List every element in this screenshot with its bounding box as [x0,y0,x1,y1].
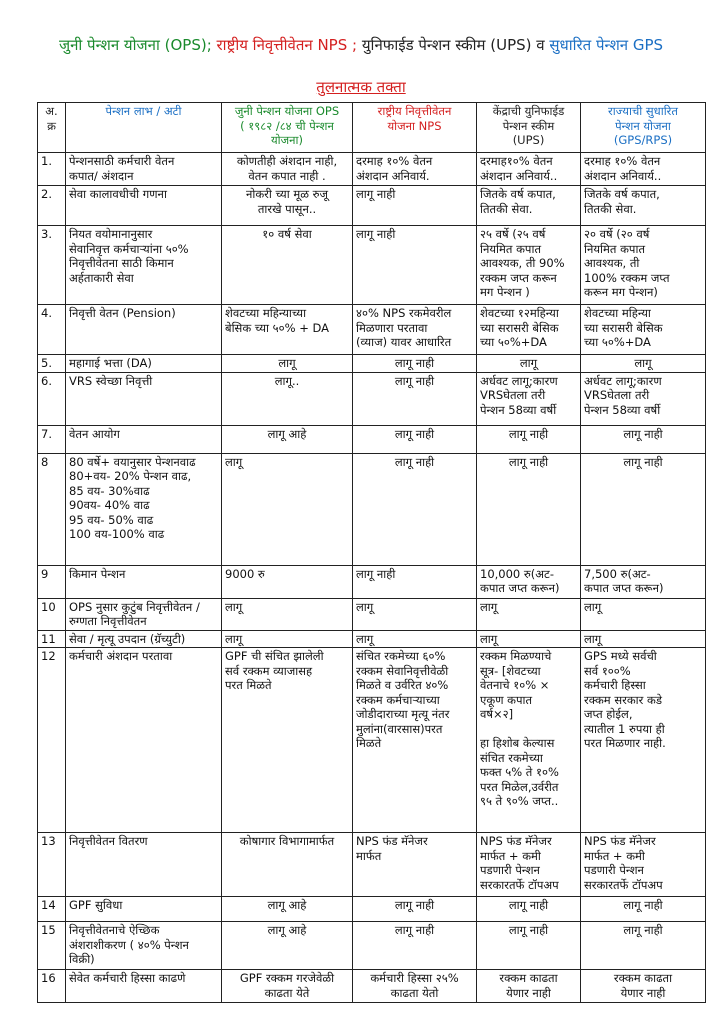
cell-nps: लागू नाही [353,355,477,373]
cell-nps: लागू [353,630,477,648]
cell-gps: लागू [581,598,706,630]
cell-ups: दरमाह१०% वेतन अंशदान अनिवार्य.. [477,153,581,186]
cell-ups: NPS फंड मॅनेजर मार्फत + कमी पडणारी पेन्शन सरकारतर्फे टॉपअप [477,833,581,897]
cell-gps: रक्कम काढता येणार नाही [581,970,706,1003]
cell-nps: लागू नाही [353,565,477,598]
cell-benefit: VRS स्वेच्छा निवृत्ती [66,372,222,425]
cell-benefit: सेवेत कर्मचारी हिस्सा काढणे [66,970,222,1003]
cell-nps: लागू नाही [353,226,477,305]
header-ops: जुनी पेन्शन योजना OPS ( १९८२ /८४ ची पेन्शन योजना) [222,103,353,153]
cell-no: 15 [38,922,66,970]
header-nps: राष्ट्रीय निवृत्तीवेतन योजना NPS [353,103,477,153]
cell-benefit: कर्मचारी अंशदान परतावा [66,648,222,833]
cell-benefit: 80 वर्षे+ वयानुसार पेन्शनवाढ 80+वय- 20% पेन्शन वाढ, 85 वय- 30%वाढ 90वय- 40% वाढ 95 वय- 50% वाढ 100 वय-100% वाढ [66,453,222,565]
table-row [38,305,706,355]
cell-benefit: किमान पेन्शन [66,565,222,598]
title-ops: जुनी पेन्शन योजना (OPS); [58,36,212,54]
cell-ups: 10,000 रु(अट- कपात जप्त करून) [477,565,581,598]
table-row [38,648,706,833]
cell-nps: लागू नाही [353,922,477,970]
cell-no: 10 [38,598,66,630]
cell-no: 7. [38,425,66,453]
cell-ops: नोकरी च्या मूळ रुजू तारखे पासून.. [222,186,353,226]
cell-ops: GPF ची संचित झालेली सर्व रक्कम व्याजासह परत मिळते [222,648,353,833]
cell-ups: लागू नाही [477,897,581,922]
table-row [38,598,706,630]
cell-ups: लागू [477,355,581,373]
cell-ops: लागू [222,453,353,565]
cell-benefit: पेन्शनसाठी कर्मचारी वेतन कपात/ अंशदान [66,153,222,186]
cell-gps: लागू नाही [581,425,706,453]
document-title [0,34,722,56]
cell-no: 16 [38,970,66,1003]
table-row [38,153,706,186]
header-gps: राज्याची सुधारित पेन्शन योजना (GPS/RPS) [581,103,706,153]
cell-ups: लागू नाही [477,425,581,453]
title-ups: युनिफाईड पेन्शन स्कीम (UPS) व [361,36,545,54]
cell-nps: दरमाह १०% वेतन अंशदान अनिवार्य. [353,153,477,186]
cell-no: 12 [38,648,66,833]
table-body [38,153,706,1003]
table-row [38,922,706,970]
cell-no: 2. [38,186,66,226]
header-ups: केंद्राची युनिफाईड पेन्शन स्कीम (UPS) [477,103,581,153]
cell-ops: GPF रक्कम गरजेवेळी काढता येते [222,970,353,1003]
table-row [38,453,706,565]
table-row [38,425,706,453]
table-row [38,565,706,598]
cell-no: 13 [38,833,66,897]
cell-nps: लागू नाही [353,425,477,453]
cell-gps: लागू नाही [581,453,706,565]
cell-ops: लागू आहे [222,425,353,453]
cell-benefit: OPS नुसार कुटुंब निवृत्तीवेतन / रुग्णता निवृत्तीवेतन [66,598,222,630]
cell-ups: शेवटच्या १२महिन्या च्या सरासरी बेसिक च्या ५०%+DA [477,305,581,355]
cell-no: 4. [38,305,66,355]
table-row [38,897,706,922]
cell-no: 11 [38,630,66,648]
cell-ops: लागू [222,630,353,648]
cell-gps: दरमाह १०% वेतन अंशदान अनिवार्य.. [581,153,706,186]
cell-no: 6. [38,372,66,425]
cell-benefit: वेतन आयोग [66,425,222,453]
cell-gps: लागू [581,355,706,373]
cell-nps: लागू नाही [353,897,477,922]
cell-ups: लागू [477,630,581,648]
cell-ups: २५ वर्षे (२५ वर्ष नियमित कपात आवश्यक, ती 90% रक्कम जप्त करून मग पेन्शन ) [477,226,581,305]
cell-benefit: सेवा / मृत्यू उपदान (ग्रॅच्युटी) [66,630,222,648]
cell-ops: लागू.. [222,372,353,425]
cell-ops: लागू [222,355,353,373]
title-nps: राष्ट्रीय निवृत्तीवेतन NPS ; [216,36,358,54]
cell-nps: लागू नाही [353,186,477,226]
cell-ups: रक्कम मिळण्याचे सूत्र- [शेवटच्या वेतनाचे १०% × एकूण कपात वर्ष×२] हा हिशोब केल्यास संचित रकमेच्या फक्त ५% ते १०% परत मिळेल,उर्वरीत ९५ ते ९०% जप्त.. [477,648,581,833]
cell-ops: लागू आहे [222,922,353,970]
cell-gps: लागू नाही [581,897,706,922]
cell-ups: लागू नाही [477,922,581,970]
cell-benefit: निवृत्ती वेतन (Pension) [66,305,222,355]
cell-nps: कर्मचारी हिस्सा २५% काढता येतो [353,970,477,1003]
cell-benefit: महागाई भत्ता (DA) [66,355,222,373]
cell-benefit: सेवा कालावधीची गणना [66,186,222,226]
cell-no: 8 [38,453,66,565]
cell-ops: लागू आहे [222,897,353,922]
table-row [38,226,706,305]
cell-gps: २० वर्षे (२० वर्ष नियमित कपात आवश्यक, ती 100% रक्कम जप्त करून मग पेन्शन) [581,226,706,305]
cell-ops: लागू [222,598,353,630]
cell-ops: शेवटच्या महिन्याच्या बेसिक च्या ५०% + DA [222,305,353,355]
cell-ops: १० वर्ष सेवा [222,226,353,305]
cell-benefit: निवृत्तीवेतन वितरण [66,833,222,897]
table-header-row [38,103,706,153]
cell-benefit: नियत वयोमानानुसार सेवानिवृत्त कर्मचाऱ्यांना ५०% निवृत्तीवेतना साठी किमान अर्हताकारी सेवा [66,226,222,305]
cell-gps: अर्धवट लागू;कारण VRSघेतला तरी पेन्शन 58व्या वर्षी [581,372,706,425]
cell-no: 3. [38,226,66,305]
cell-gps: 7,500 रु(अट- कपात जप्त करून) [581,565,706,598]
cell-no: 5. [38,355,66,373]
cell-benefit: GPF सुविधा [66,897,222,922]
cell-ups: अर्धवट लागू;कारण VRSघेतला तरी पेन्शन 58व्या वर्षी [477,372,581,425]
cell-gps: शेवटच्या महिन्या च्या सरासरी बेसिक च्या ५०%+DA [581,305,706,355]
cell-ups: जितके वर्ष कपात, तितकी सेवा. [477,186,581,226]
cell-ups: रक्कम काढता येणार नाही [477,970,581,1003]
cell-nps: संचित रकमेच्या ६०% रक्कम सेवानिवृत्तीवेळी मिळते व उर्वरित ४०% रक्कम कर्मचाऱ्याच्या जोडीदाराच्या मृत्यू नंतर मुलांना(वारसास)परत मिळते [353,648,477,833]
cell-no: 14 [38,897,66,922]
title-gps: सुधारित पेन्शन GPS [549,36,664,54]
cell-ops: 9000 रु [222,565,353,598]
comparison-table [37,102,706,1003]
table-subtitle: तुलनात्मक तक्ता [316,78,406,96]
table-row [38,833,706,897]
table-row [38,970,706,1003]
cell-gps: लागू [581,630,706,648]
cell-gps: GPS मध्ये सर्वची सर्व १००% कर्मचारी हिस्सा रक्कम सरकार कडे जप्त होईल, त्यातील 1 रुपया ही परत मिळणार नाही. [581,648,706,833]
cell-gps: जितके वर्ष कपात, तितकी सेवा. [581,186,706,226]
cell-ups: लागू [477,598,581,630]
cell-nps: NPS फंड मॅनेजर मार्फत [353,833,477,897]
cell-gps: NPS फंड मॅनेजर मार्फत + कमी पडणारी पेन्शन सरकारतर्फे टॉपअप [581,833,706,897]
header-serial-no: अ. क्र [38,103,66,153]
cell-nps: लागू नाही [353,372,477,425]
cell-ups: लागू नाही [477,453,581,565]
table-row [38,355,706,373]
cell-ops: कोषागार विभागामार्फत [222,833,353,897]
table-row [38,372,706,425]
header-benefit: पेन्शन लाभ / अटी [66,103,222,153]
cell-no: 9 [38,565,66,598]
cell-gps: लागू नाही [581,922,706,970]
cell-no: 1. [38,153,66,186]
table-row [38,186,706,226]
cell-nps: लागू नाही [353,453,477,565]
cell-ops: कोणतीही अंशदान नाही, वेतन कपात नाही . [222,153,353,186]
cell-nps: लागू [353,598,477,630]
cell-nps: ४०% NPS रकमेवरील मिळणारा परतावा (व्याज) यावर आधारित [353,305,477,355]
cell-benefit: निवृत्तीवेतनाचे ऐच्छिक अंशराशीकरण ( ४०% पेन्शन विक्री) [66,922,222,970]
table-row [38,630,706,648]
